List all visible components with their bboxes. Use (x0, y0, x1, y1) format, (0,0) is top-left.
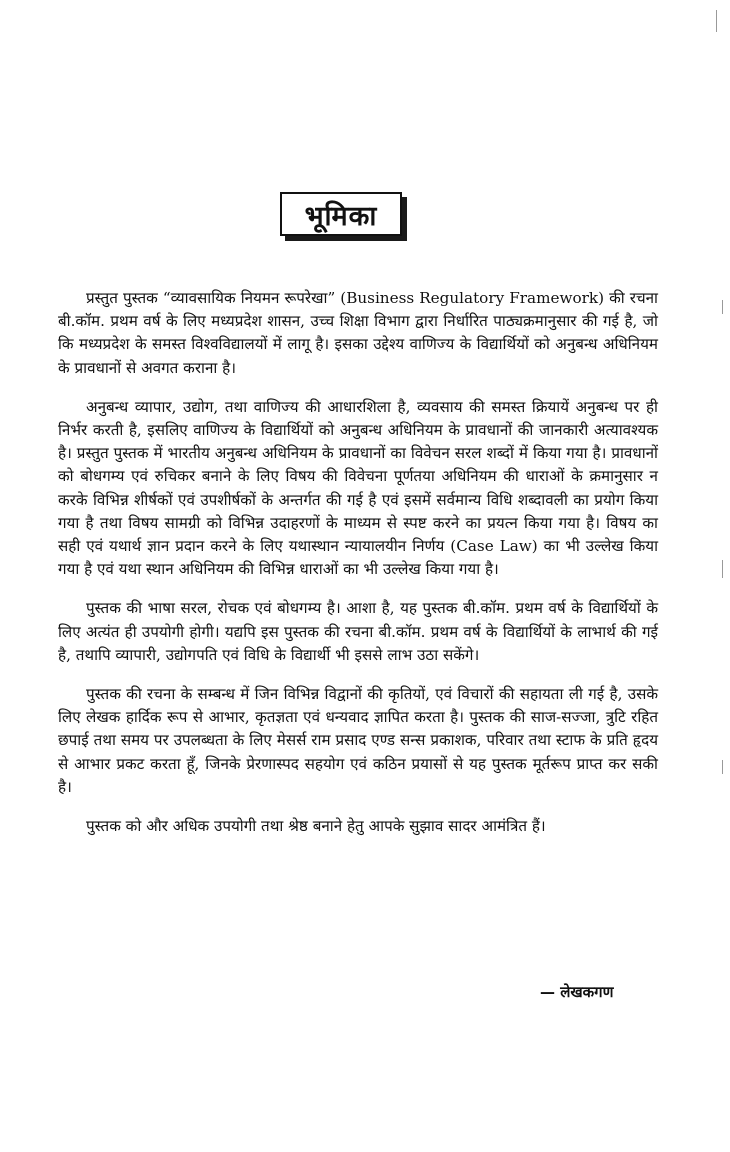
page-title: भूमिका (280, 192, 402, 236)
title-frame (280, 192, 410, 244)
paragraph-2: अनुबन्ध व्यापार, उद्योग, तथा वाणिज्य की आधारशिला है, व्यवसाय की समस्त क्रियायें अनुबन्ध पर ही निर्भर करती है, इसलिए वाणिज्य के विद्यार्थियों को अनुबन्ध अधिनियम के प्रावधानों की जानकारी अत्यावश्यक है। प्रस्तुत पुस्तक में भारतीय अनुबन्ध अधिनियम के प्रावधानों का विवेचन सरल शब्दों में किया गया है। प्रावधानों को बोधगम्य एवं रुचिकर बनाने के लिए विषय की विवेचना पूर्णतया अधिनियम की धाराओं के क्रमानुसार न करके विभिन्न शीर्षकों एवं उपशीर्षकों के अन्तर्गत की गई है एवं इसमें सर्वमान्य विधि शब्दावली का प्रयोग किया गया है तथा विषय सामग्री को विभिन्न उदाहरणों के माध्यम से स्पष्ट करने का प्रयत्न किया गया है। विषय का सही एवं यथार्थ ज्ञान प्रदान करने के लिए यथास्थान न्यायालयीन निर्णय (Case Law) का भी उल्लेख किया गया है एवं यथा स्थान अधिनियम की विभिन्न धाराओं का भी उल्लेख किया गया है। (58, 397, 658, 579)
paragraph-4: पुस्तक की रचना के सम्बन्ध में जिन विभिन्न विद्वानों की कृतियों, एवं विचारों की सहायता ली गई है, उसके लिए लेखक हार्दिक रूप से आभार, कृतज्ञता एवं धन्यवाद ज्ञापित करता है। पुस्तक की साज-सज्जा, त्रुटि रहित छपाई तथा समय पर उपलब्धता के लिए मेसर्स राम प्रसाद एण्ड सन्स प्रकाशक, परिवार तथा स्टाफ के प्रति हृदय से आभार प्रकट करता हूँ, जिनके प्रेरणास्पद सहयोग एवं कठिन प्रयासों से यह पुस्तक मूर्तरूप प्राप्त कर सकी है। (58, 685, 658, 796)
scan-edge-mark (722, 300, 723, 314)
scan-edge-mark (722, 760, 723, 774)
scan-edge-mark (722, 560, 723, 578)
paragraph-3: पुस्तक की भाषा सरल, रोचक एवं बोधगम्य है। आशा है, यह पुस्तक बी.कॉम. प्रथम वर्ष के विद्यार्थियों के लिए अत्यंत ही उपयोगी होगी। यद्यपि इस पुस्तक की रचना बी.कॉम. प्रथम वर्ष के विद्यार्थियों के लाभार्थ की गई है, तथापि व्यापारी, उद्योगपति एवं विधि के विद्यार्थी भी इससे लाभ उठा सकेंगे। (58, 599, 658, 664)
author-signature: — लेखकगण (540, 983, 614, 1001)
body-text (58, 287, 658, 854)
paragraph-1: प्रस्तुत पुस्तक “व्यावसायिक नियमन रूपरेखा” (Business Regulatory Framework) की रचना बी.कॉम. प्रथम वर्ष के लिए मध्यप्रदेश शासन, उच्च शिक्षा विभाग द्वारा निर्धारित पाठ्यक्रमानुसार की गई है, जो कि मध्यप्रदेश के समस्त विश्वविद्यालयों में लागू है। इसका उद्देश्य वाणिज्य के विद्यार्थियों को अनुबन्ध अधिनियम के प्रावधानों से अवगत कराना है। (58, 289, 658, 377)
paragraph-5: पुस्तक को और अधिक उपयोगी तथा श्रेष्ठ बनाने हेतु आपके सुझाव सादर आमंत्रित हैं। (86, 817, 546, 836)
scan-edge-mark (716, 10, 717, 32)
